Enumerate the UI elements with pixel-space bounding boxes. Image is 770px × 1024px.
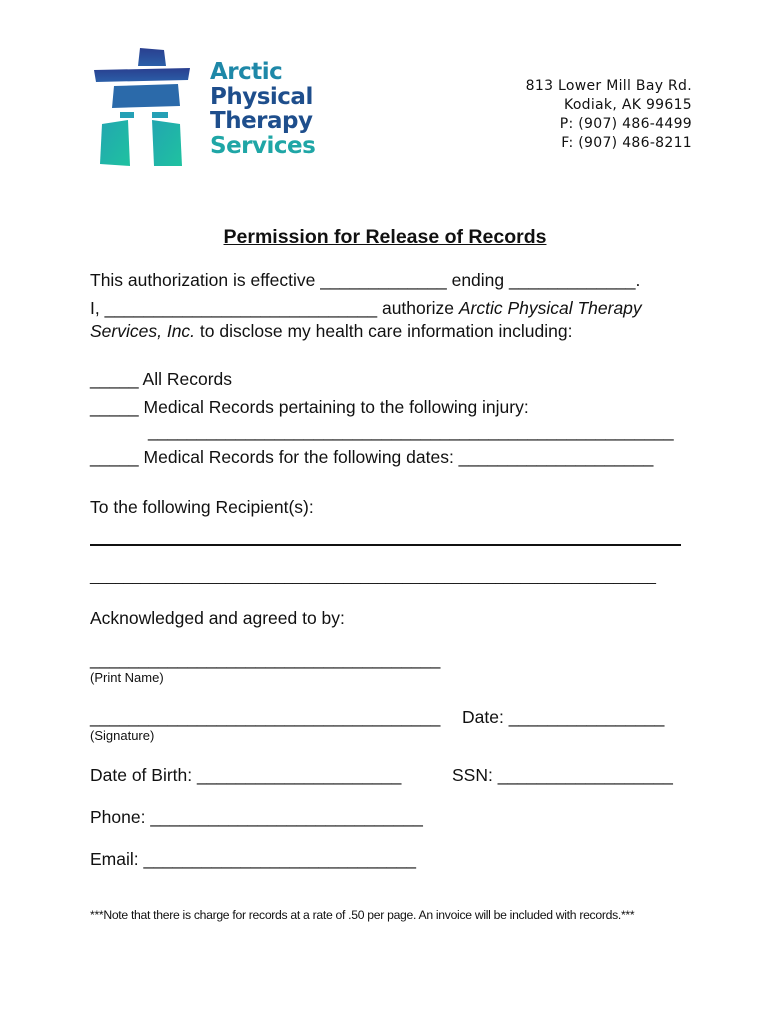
signature-label: (Signature) <box>90 728 155 743</box>
address-city: Kodiak, AK 99615 <box>564 97 692 113</box>
logo-head <box>138 48 166 66</box>
option-all-records[interactable]: _____ All Records <box>90 369 233 389</box>
logo-leg-left <box>100 120 130 166</box>
authorization-name-field: I, ____________________________ authorize <box>90 298 459 318</box>
logo-waist-left <box>120 112 134 118</box>
date-field[interactable]: Date: ________________ <box>462 707 665 727</box>
recipient-line-2[interactable]: ___________________________________________________________________ <box>90 568 656 585</box>
page-title: Permission for Release of Records <box>223 226 547 248</box>
inukshuk-logo <box>92 46 192 168</box>
address-fax: F: (907) 486-8211 <box>561 135 692 151</box>
signature-line[interactable]: ____________________________________ <box>90 707 441 727</box>
acknowledgement-label: Acknowledged and agreed to by: <box>90 608 345 628</box>
records-charge-note: ***Note that there is charge for records at a rate of .50 per page. An invoice will be included with records.*** <box>90 908 635 922</box>
print-name-line[interactable]: ____________________________________ <box>90 649 441 669</box>
recipients-label: To the following Recipient(s): <box>90 497 314 517</box>
logo-wordmark <box>210 60 315 158</box>
injury-description-line[interactable]: ______________________________________________________ <box>148 421 674 441</box>
email-field[interactable]: Email: ____________________________ <box>90 849 416 869</box>
address-block <box>526 77 692 153</box>
logo-waist-right <box>152 112 168 118</box>
logo-leg-right <box>152 120 182 166</box>
option-injury-records[interactable]: _____ Medical Records pertaining to the following injury: <box>90 397 529 417</box>
address-street: 813 Lower Mill Bay Rd. <box>525 78 692 94</box>
logo-line-physical: Physical <box>210 83 313 110</box>
address-phone: P: (907) 486-4499 <box>559 116 692 132</box>
ssn-field[interactable]: SSN: __________________ <box>452 765 673 785</box>
date-of-birth-field[interactable]: Date of Birth: _____________________ <box>90 765 402 785</box>
print-name-label: (Print Name) <box>90 670 164 685</box>
company-name-part1: Arctic Physical Therapy <box>458 298 642 318</box>
recipient-line-1[interactable] <box>90 544 681 546</box>
logo-arms <box>94 68 190 82</box>
authorization-line-2[interactable] <box>90 298 642 319</box>
logo-line-therapy: Therapy <box>210 108 313 134</box>
company-name-part2: Services, Inc. <box>90 321 196 341</box>
phone-field[interactable]: Phone: ____________________________ <box>90 807 423 827</box>
authorization-disclose-text: to disclose my health care information including: <box>195 321 573 341</box>
authorization-line-1[interactable]: This authorization is effective _____________ ending _____________. <box>90 270 641 290</box>
logo-line-arctic: Arctic <box>210 59 283 85</box>
option-dates-records[interactable]: _____ Medical Records for the following dates: ____________________ <box>90 447 654 467</box>
logo-body <box>112 84 180 108</box>
logo-line-services: Services <box>210 132 316 159</box>
authorization-line-3 <box>90 321 572 342</box>
